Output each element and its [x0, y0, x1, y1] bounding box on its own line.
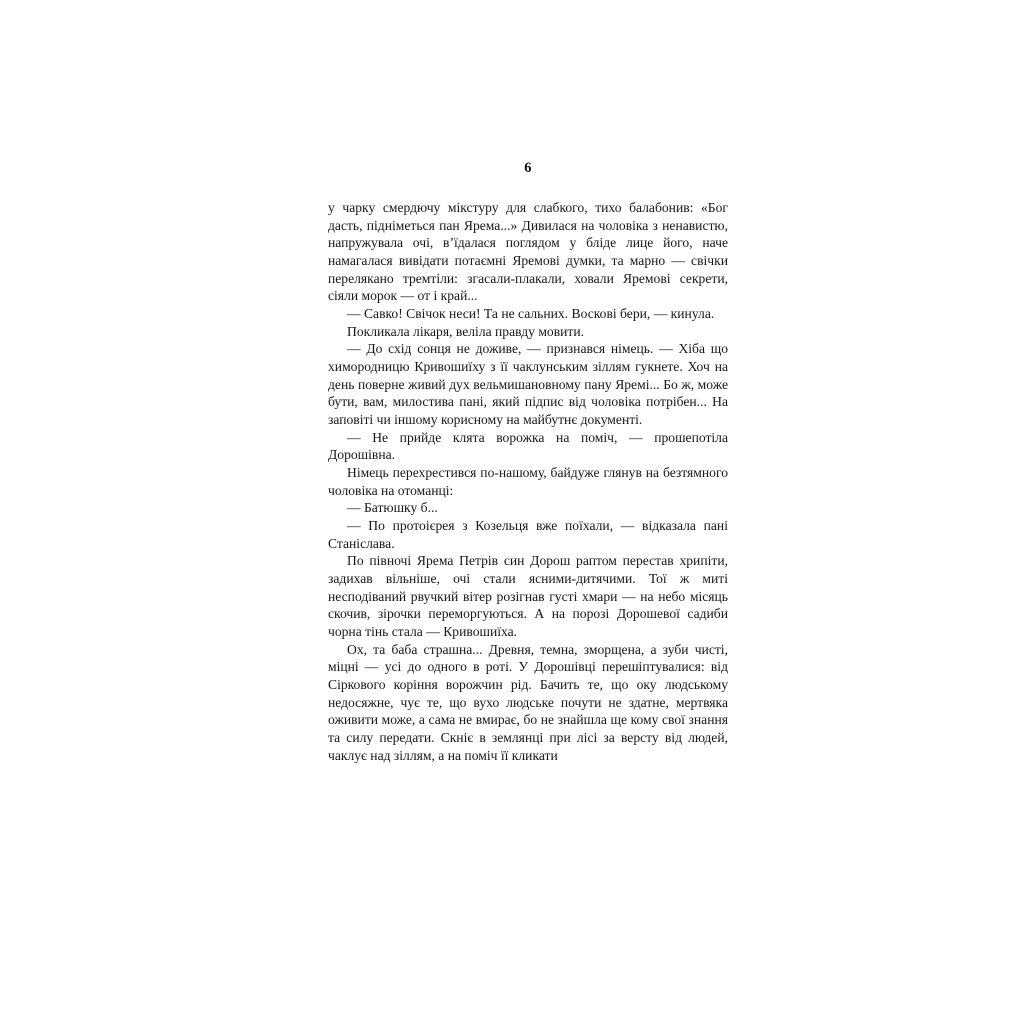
paragraph: — Савко! Свічок неси! Та не сальних. Воскові бери, — кинула. — [347, 306, 715, 322]
paragraph: — До схід сонця не доживе, — признався німець. — Хіба що химородницю Кривошиїху з її чаклунським зіллям гукнете. Хоч на день поверне живий дух вельмишановному пану Яремі... Бо ж, може бути, вам, милостива пані, який підпис від чоловіка потрібен... На заповіті чи іншому корисному на майбутнє документі. — [328, 341, 728, 428]
page-text-column — [328, 160, 728, 765]
paragraph: — Не прийде клята ворожка на поміч, — прошепотіла Дорошівна. — [328, 429, 728, 463]
page-number: 6 — [524, 160, 532, 176]
paragraph: Покликала лікаря, веліла правду мовити. — [347, 323, 585, 339]
paragraph: По півночі Ярема Петрів син Дорош раптом перестав хрипіти, задихав вільніше, очі стали ясними-дитячими. Тої ж миті несподіваний рвучкий вітер розігнав густі хмари — на небо місяць скочив, зірочки переморгуються. А на порозі Дорошевої садиби чорна тінь стала — Кривошиїха. — [328, 553, 728, 640]
paragraph: Ох, та баба страшна... Древня, темна, зморщена, а зуби чисті, міцні — усі до одного в роті. У Дорошівці перешіптувалися: від Сіркового коріння ворожчин рід. Бачить те, що оку людському недосяжне, чує те, що вухо людське почути не здатне, мертвяка оживити може, а сама не вмирає, бо не знайшла ще кому свої знання та силу передати. Скніє в землянці при лісі за версту від людей, чаклує над зіллям, а на поміч її кликати — [328, 641, 728, 763]
paragraph: — Батюшку б... — [347, 500, 438, 516]
paragraph: Німець перехрестився по-нашому, байдуже глянув на безтямного чоловіка на отоманці: — [328, 465, 728, 498]
paragraph: — По протоієрея з Козельця вже поїхали, — відказала пані Станіслава. — [328, 518, 728, 551]
paragraph: у чарку смердючу мікстуру для слабкого, тихо балабонив: «Бог дасть, підніметься пан Ярема...» Дивилася на чоловіка з ненавистю, напружувала очі, в’їдалася поглядом у бліде лице його, наче намагалася вивідати потаємні Яремові думки, та марно — свічки перелякано тремтіли: згасали-плакали, ховали Яремові секрети, сіяли морок — от і край... — [328, 200, 728, 304]
body-text — [328, 199, 728, 765]
